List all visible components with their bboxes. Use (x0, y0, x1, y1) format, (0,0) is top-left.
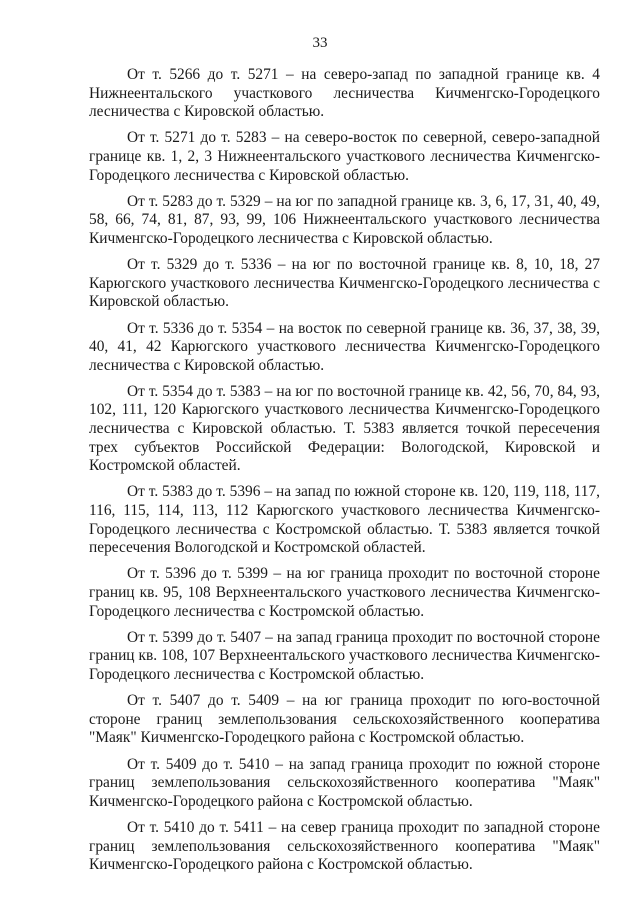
paragraph: От т. 5407 до т. 5409 – на юг граница проходит по юго-восточной стороне границ землепользования сельскохозяйственного кооператива "Маяк" Кичменгско-Городецкого района с Костромской областью. (89, 692, 600, 747)
paragraph: От т. 5399 до т. 5407 – на запад граница проходит по восточной стороне границ кв. 108, 107 Верхнеентальского участкового лесничества Кичменгско-Городецкого лесничества с Костромской областью. (89, 628, 600, 683)
paragraph: От т. 5396 до т. 5399 – на юг граница проходит по восточной стороне границ кв. 95, 108 Верхнеентальского участкового лесничества Кичменгско-Городецкого лесничества с Костромской областью. (89, 565, 600, 620)
paragraph: От т. 5336 до т. 5354 – на восток по северной границе кв. 36, 37, 38, 39, 40, 41, 42 Карюгского участкового лесничества Кичменгско-Городецкого лесничества с Кировской областью. (89, 319, 600, 374)
paragraph: От т. 5266 до т. 5271 – на северо-запад по западной границе кв. 4 Нижнеентальского участкового лесничества Кичменгско-Городецкого лесничества с Кировской областью. (89, 66, 600, 121)
paragraph: От т. 5283 до т. 5329 – на юг по западной границе кв. 3, 6, 17, 31, 40, 49, 58, 66, 74, 81, 87, 93, 99, 106 Нижнеентальского участкового лесничества Кичменгско-Городецкого лесничества с Кировской областью. (89, 192, 600, 247)
paragraph: От т. 5383 до т. 5396 – на запад по южной стороне кв. 120, 119, 118, 117, 116, 115, 114, 113, 112 Карюгского участкового лесничества Кичменгско-Городецкого лесничества с Костромской областью. Т. 5383 является точкой пересечения Вологодской и Костромской областей. (89, 483, 600, 557)
paragraph: От т. 5409 до т. 5410 – на запад граница проходит по южной стороне границ землепользования сельскохозяйственного кооператива "Маяк" Кичменгско-Городецкого района с Костромской областью. (89, 755, 600, 810)
paragraph: От т. 5271 до т. 5283 – на северо-восток по северной, северо-западной границе кв. 1, 2, 3 Нижнеентальского участкового лесничества Кичменгско-Городецкого лесничества с Кировской областью. (89, 129, 600, 184)
document-body (89, 66, 600, 882)
paragraph: От т. 5329 до т. 5336 – на юг по восточной границе кв. 8, 10, 18, 27 Карюгского участкового лесничества Кичменгско-Городецкого лесничества с Кировской областью. (89, 256, 600, 311)
paragraph: От т. 5410 до т. 5411 – на север граница проходит по западной стороне границ землепользования сельскохозяйственного кооператива "Маяк" Кичменгско-Городецкого района с Костромской областью. (89, 818, 600, 874)
paragraph: От т. 5354 до т. 5383 – на юг по восточной границе кв. 42, 56, 70, 84, 93, 102, 111, 120 Карюгского участкового лесничества Кичменгско-Городецкого лесничества с Кировской областью. Т. 5383 является точкой пересечения трех субъектов Российской Федерации: Вологодской, Кировской и Костромской областей. (89, 382, 600, 475)
page-number: 33 (312, 35, 328, 51)
